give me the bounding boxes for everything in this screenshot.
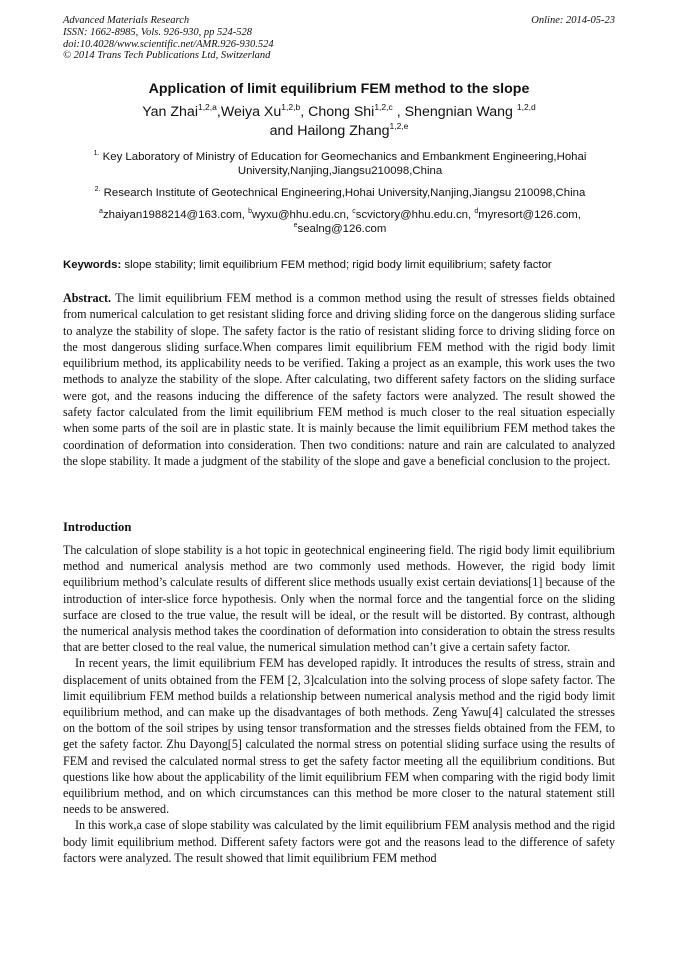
issn-line: ISSN: 1662-8985, Vols. 926-930, pp 524-528 (63, 26, 252, 38)
affiliation-number: 1. (93, 150, 100, 157)
affiliation-text: Key Laboratory of Ministry of Education for Geomechanics and Embankment Engineering,Hohai University,Nanjing,Jiangsu210098,China (99, 151, 587, 178)
keywords-text: slope stability; limit equilibrium FEM method; rigid body limit equilibrium; safety factor (121, 259, 552, 271)
author-name: ,Weiya Xu (216, 104, 282, 120)
affiliation-1 (60, 150, 620, 178)
email-marker: c (352, 208, 356, 215)
copyright-line: © 2014 Trans Tech Publications Ltd, Switzerland (63, 50, 271, 62)
keywords-label: Keywords: (63, 259, 122, 271)
email-marker: d (474, 208, 479, 215)
journal-header (63, 15, 615, 62)
author-affiliation-marker: 1,2,c (374, 102, 393, 112)
email-link[interactable]: wyxu@hhu.edu.cn, (252, 209, 353, 221)
author-affiliation-marker: 1,2,e (389, 121, 409, 131)
online-date: Online: 2014-05-23 (531, 15, 615, 26)
affiliation-text: Research Institute of Geotechnical Engineering,Hohai University,Nanjing,Jiangsu 210098,China (100, 187, 586, 199)
doi-line: doi:10.4028/www.scientific.net/AMR.926-930.524 (63, 38, 274, 50)
author-affiliation-marker: 1,2,d (516, 102, 536, 112)
author-list (0, 103, 678, 141)
journal-name: Advanced Materials Research (63, 15, 190, 26)
paragraph: In recent years, the limit equilibrium FEM has developed rapidly. It introduces the results of stress, strain and displacement of units obtained from the FEM [2, 3]calculation into the solving process of slope safety factor. The limit equilibrium FEM method builds a relationship between numerical analysis method and the rigid body limit equilibrium method, and can make up the disadvantages of both methods. Zeng Yawu[4] calculated the stresses on the bottom of the soil stripes by using tensor transformation and the stresses fields obtained from the FEM, to get the safety factor. Zhu Dayong[5] calculated the normal stress on potential sliding surface using the results of FEM and revised the calculated normal stress to get the safety factor meeting all the equilibrium conditions. But questions like how about the applicability of the limit equilibrium FEM when comparing with the rigid body limit equilibrium method, and on which circumstances can this method be more closer to the natural statement still needs to be answered. (63, 656, 615, 817)
keywords (63, 259, 623, 271)
email-link[interactable]: myresort@126.com, (478, 209, 581, 221)
email-marker: a (99, 208, 103, 215)
author-name: , Shengnian Wang (392, 104, 517, 120)
abstract-text: The limit equilibrium FEM method is a common method using the result of stresses fields obtained from numerical calculation to get resistant sliding force and driving sliding force on the dangerous sliding surface to analyze the stability of slope. The safety factor is the ratio of resistant sliding force to driving sliding force on the most dangerous sliding surface.When compares limit equilibrium FEM method with the rigid body limit equilibrium method, its applicability needs to be verified. Taking a project as an example, this work uses the two methods to analyze the stability of the slope. After calculating, two different safety factors on the sliding surface were got, and the reasons inducing the difference of the safety factors were analyzed. The result showed the safety factor calculated from the limit equilibrium FEM method is much closer to the real situation especially when some parts of the soil are in plastic state. It is mainly because the limit equilibrium FEM method takes the coordination of deformation into consideration. Then two conditions: nature and rain are calculated to analyzed the slope stability. It made a judgment of the stability of the slope and gave a beneficial conclusion to the project. (63, 291, 615, 468)
author-affiliation-marker: 1,2,a (197, 102, 217, 112)
section-heading-introduction: Introduction (63, 520, 132, 534)
author-name: and Hailong Zhang (269, 123, 390, 139)
author-name: Yan Zhai (142, 104, 198, 120)
email-link[interactable]: sealng@126.com (297, 223, 387, 236)
abstract (63, 290, 615, 469)
paragraph: In this work,a case of slope stability was calculated by the limit equilibrium FEM analysis method and the rigid body limit equilibrium method. Different safety factors were got and the reasons lead to the difference of safety factors were analyzed. The result showed that limit equilibrium FEM method (63, 818, 615, 865)
author-affiliation-marker: 1,2,b (281, 102, 301, 112)
email-link[interactable]: scvictory@hhu.edu.cn, (355, 209, 475, 221)
affiliation-2 (60, 186, 620, 200)
introduction-body (63, 542, 615, 866)
email-marker: b (248, 208, 253, 215)
email-link[interactable]: zhaiyan1988214@163.com, (102, 209, 249, 221)
abstract-label: Abstract. (63, 291, 112, 305)
author-name: , Chong Shi (300, 104, 375, 120)
author-emails (60, 208, 620, 236)
email-marker: e (293, 222, 298, 230)
paragraph: The calculation of slope stability is a hot topic in geotechnical engineering field. The rigid body limit equilibrium method and numerical analysis method are two commonly used methods. However, the rigid body limit equilibrium method’s calculate results of different slice methods usually exist certain deviations[1] because of the introduction of inter-slice force hypothesis. Only when the normal force and the tangential force on the sliding surface are closed to the true value, the result will be ideal, or the result will be distorted. By contrast, although the numerical analysis method takes the coordination of deformation into consideration to obtain the stress results that are better closed to the real value, the numerical simulation method can’t give a certain safety factor. (63, 543, 615, 655)
paper-title: Application of limit equilibrium FEM method to the slope (148, 81, 530, 97)
affiliation-number: 2. (94, 186, 101, 193)
